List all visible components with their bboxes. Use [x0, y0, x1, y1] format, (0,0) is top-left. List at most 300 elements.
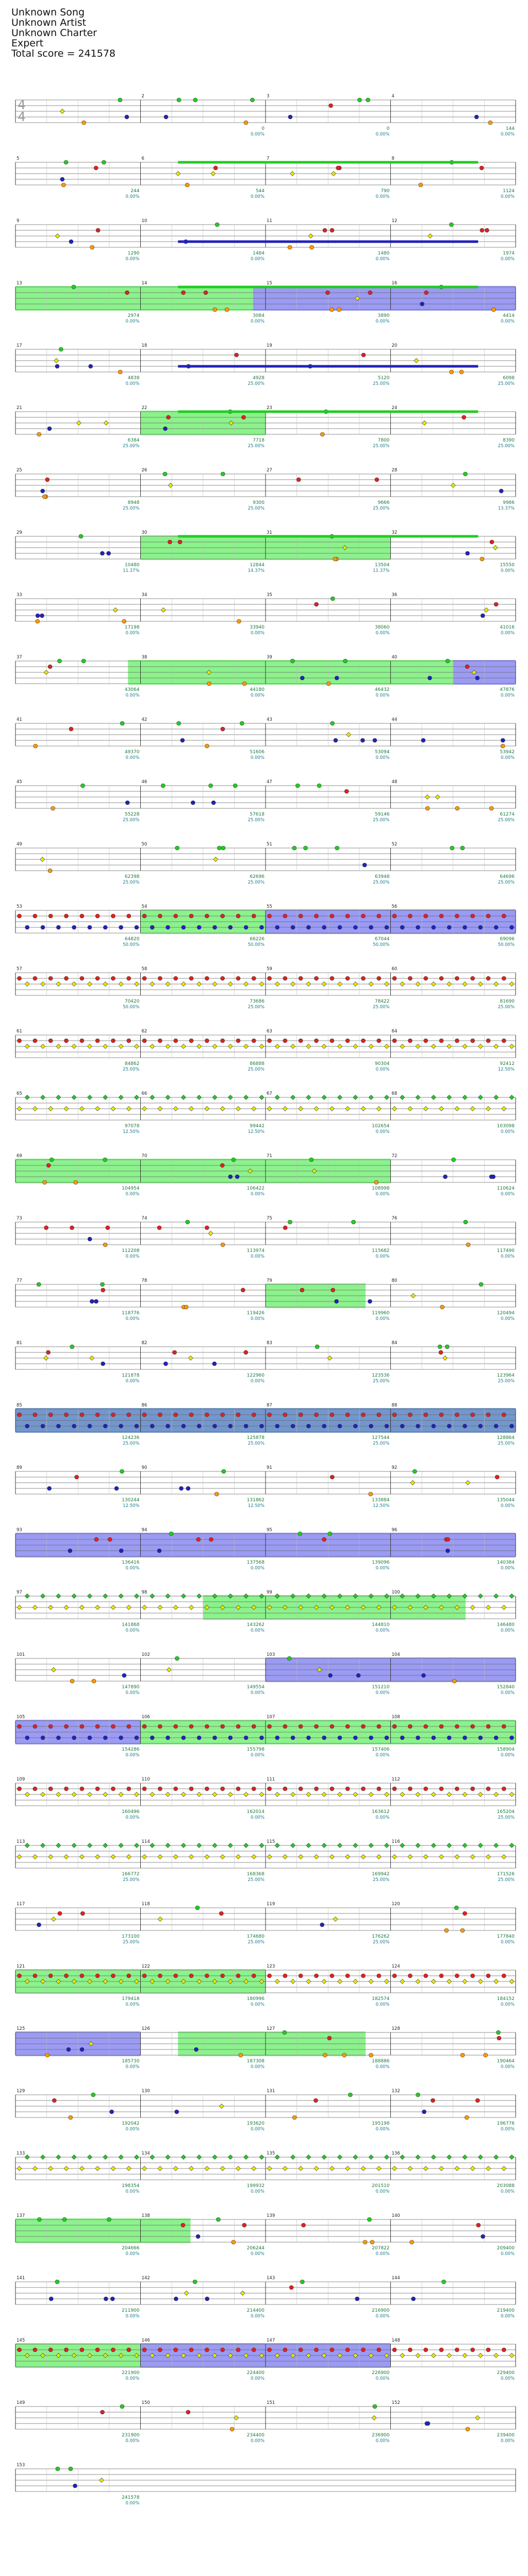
measure-score: 53942: [500, 750, 515, 755]
red-note: [368, 291, 372, 295]
yellow-note: [376, 1855, 381, 1859]
yellow-note: [79, 2166, 84, 2171]
yellow-note: [345, 2166, 350, 2171]
measure-score: 6384: [127, 438, 140, 443]
chart-row: [15, 2338, 516, 2381]
measure-percent: 0.00%: [375, 1753, 390, 1758]
measure-percent: 0.00%: [250, 2376, 265, 2381]
green-note: [193, 98, 197, 102]
measure-score: 206244: [246, 2246, 265, 2251]
measure-percent: 0.00%: [500, 1316, 515, 1321]
green-note: [353, 1843, 358, 1848]
yellow-note: [346, 733, 351, 737]
yellow-note: [447, 1044, 452, 1049]
green-note: [221, 472, 225, 476]
yellow-note: [283, 2166, 287, 2171]
red-note: [408, 1974, 412, 1978]
measure-percent: 25.00%: [498, 444, 515, 449]
measure-score: 59146: [374, 812, 390, 817]
green-sustain: [178, 286, 478, 289]
blue-note: [235, 1175, 239, 1179]
yellow-note: [104, 421, 108, 426]
green-note: [479, 1282, 483, 1286]
chart-row: [15, 2213, 516, 2257]
orange-note: [488, 121, 492, 125]
measure-score: 4928: [253, 376, 265, 381]
chart-row: [15, 967, 516, 1010]
measure-number: 116: [391, 1839, 400, 1844]
yellow-note: [361, 1107, 366, 1111]
measure-score: 1480: [377, 251, 390, 256]
blue-note: [228, 1175, 233, 1179]
red-note: [189, 1974, 193, 1978]
orange-note: [90, 245, 94, 249]
yellow-note: [314, 2166, 319, 2171]
blue-note: [228, 1736, 233, 1740]
orange-note: [455, 806, 459, 810]
measure-score: 6098: [503, 376, 515, 381]
measure-number: 128: [391, 2026, 400, 2031]
green-note: [103, 1158, 107, 1162]
orange-note: [460, 2053, 465, 2057]
red-note: [361, 1787, 365, 1791]
yellow-note: [212, 982, 217, 987]
blue-note: [90, 1299, 94, 1303]
measure-percent: 0.00%: [125, 257, 140, 262]
chart-row: [15, 156, 516, 199]
green-note: [103, 1594, 108, 1599]
green-note: [416, 1095, 420, 1100]
blue-note: [103, 1736, 107, 1740]
yellow-note: [455, 1855, 459, 1859]
yellow-note: [103, 982, 108, 987]
yellow-note: [369, 1792, 373, 1797]
blue-note: [125, 115, 129, 119]
measure-percent: 0.00%: [250, 194, 265, 199]
chart-row: [15, 1029, 516, 1072]
green-note: [478, 2155, 483, 2160]
red-note: [64, 976, 69, 980]
yellow-note: [48, 1855, 53, 1859]
blue-note: [432, 1424, 436, 1428]
measure-score: 3890: [377, 313, 390, 318]
measure-percent: 25.00%: [123, 506, 140, 511]
yellow-note: [408, 1107, 412, 1111]
chart-row: [15, 2276, 516, 2319]
blue-note: [369, 925, 373, 929]
measure-score: 152840: [497, 1685, 515, 1690]
measure-percent: 0.00%: [500, 1129, 515, 1134]
red-note: [315, 1974, 319, 1978]
green-note: [103, 1095, 108, 1100]
yellow-note: [463, 1979, 467, 1984]
yellow-note: [134, 1044, 139, 1049]
yellow-note: [134, 982, 139, 987]
measure-percent: 0.00%: [125, 2064, 140, 2070]
red-note: [345, 914, 350, 918]
measure-percent: 0.00%: [375, 2002, 390, 2007]
yellow-note: [184, 2291, 189, 2296]
red-note: [377, 1724, 381, 1728]
chart-row: [15, 2089, 516, 2132]
yellow-note: [189, 1855, 194, 1859]
red-note: [18, 976, 22, 980]
yellow-note: [32, 2166, 37, 2171]
measure-percent: 25.00%: [248, 1005, 265, 1010]
orange-note: [45, 2053, 50, 2057]
measure-score: 97078: [124, 1124, 140, 1129]
red-note: [299, 1724, 303, 1728]
blue-note: [259, 1736, 263, 1740]
orange-note: [292, 2115, 296, 2120]
green-note: [494, 2155, 499, 2160]
red-note: [181, 2223, 185, 2227]
red-note: [392, 914, 397, 918]
measure-score: 165204: [497, 1809, 515, 1815]
measure-score: 216900: [372, 2308, 390, 2313]
red-note: [502, 1039, 506, 1043]
measure-percent: 0.00%: [125, 194, 140, 199]
blue-note: [67, 2047, 71, 2052]
green-note: [416, 1843, 420, 1848]
red-note: [94, 1537, 98, 1541]
yellow-note: [220, 1107, 225, 1111]
red-note: [392, 1039, 397, 1043]
red-note: [46, 1163, 51, 1167]
green-note: [357, 98, 361, 102]
green-note: [306, 1095, 311, 1100]
blue-note: [157, 1549, 161, 1553]
blue-note: [100, 551, 104, 555]
yellow-note: [25, 1044, 29, 1049]
red-note: [48, 914, 53, 918]
measure-number: 136: [391, 2151, 400, 2156]
blue-note: [56, 1736, 60, 1740]
blue-note: [228, 1424, 233, 1428]
measure-number: 149: [16, 2400, 25, 2405]
red-note: [392, 1787, 397, 1791]
green-note: [212, 1843, 217, 1848]
yellow-note: [431, 982, 436, 987]
yellow-note: [291, 1792, 295, 1797]
red-note: [455, 1974, 459, 1978]
yellow-note: [494, 2353, 499, 2358]
red-note: [471, 914, 475, 918]
measure-percent: 0.00%: [125, 2438, 140, 2444]
measure-score: 196776: [497, 2121, 515, 2126]
measure-percent: 12.50%: [248, 1129, 265, 1134]
red-note: [64, 1724, 69, 1728]
red-note: [486, 1974, 490, 1978]
red-note: [283, 1787, 287, 1791]
red-note: [213, 166, 218, 170]
measure-percent: 25.00%: [123, 444, 140, 449]
red-note: [325, 291, 329, 295]
blue-note: [509, 1736, 514, 1740]
green-note: [134, 1095, 139, 1100]
measure-number: 53: [16, 904, 22, 909]
orange-note: [440, 1305, 444, 1309]
measure-number: 50: [141, 842, 147, 847]
measure-number: 148: [391, 2338, 400, 2343]
green-note: [175, 846, 179, 850]
yellow-note: [17, 1107, 22, 1111]
measure-score: 201510: [372, 2183, 390, 2189]
measure-score: 211900: [122, 2308, 140, 2313]
measure-percent: 50.00%: [123, 1005, 140, 1010]
measure-percent: 25.00%: [498, 880, 515, 885]
red-note: [158, 976, 162, 980]
orange-note: [34, 744, 38, 748]
measure-percent: 25.00%: [373, 1877, 390, 1883]
measure-score: 1124: [503, 189, 515, 194]
blue-note: [306, 925, 310, 929]
measure-number: 113: [16, 1839, 25, 1844]
measure-number: 23: [267, 405, 272, 411]
measure-number: 140: [391, 2213, 400, 2218]
measure-number: 77: [16, 1278, 22, 1283]
yellow-note: [431, 1979, 436, 1984]
yellow-note: [267, 1855, 272, 1859]
red-note: [46, 1350, 51, 1354]
yellow-note: [475, 2416, 480, 2420]
blue-note: [150, 1424, 154, 1428]
yellow-note: [79, 1107, 84, 1111]
measure-score: 63948: [374, 874, 390, 879]
red-note: [142, 1413, 146, 1417]
red-note: [241, 1288, 245, 1292]
measure-number: 106: [141, 1715, 150, 1720]
yellow-note: [189, 2166, 194, 2171]
measure-score: 9986: [503, 500, 515, 505]
blue-note: [432, 925, 436, 929]
measure-score: 9666: [377, 500, 390, 505]
measure-number: 118: [141, 1902, 150, 1907]
yellow-note: [79, 1855, 84, 1859]
yellow-note: [455, 2166, 459, 2171]
yellow-note: [267, 1107, 272, 1111]
yellow-note: [283, 1855, 287, 1859]
measure-score: 173100: [122, 1934, 140, 1939]
red-note: [361, 1724, 365, 1728]
red-note: [95, 1724, 100, 1728]
yellow-note: [422, 421, 427, 426]
yellow-note: [372, 2416, 376, 2420]
blue-note: [25, 1424, 29, 1428]
red-note: [64, 2348, 69, 2352]
yellow-note: [119, 982, 123, 987]
red-note: [174, 1787, 178, 1791]
measure-percent: 0.00%: [375, 755, 390, 760]
green-note: [352, 1220, 356, 1224]
orange-note: [310, 245, 314, 249]
red-note: [330, 914, 334, 918]
red-note: [111, 914, 115, 918]
red-note: [127, 1787, 131, 1791]
measure-score: 10480: [124, 563, 140, 568]
measure-score: 69096: [500, 937, 515, 942]
measure-score: 121878: [122, 1373, 140, 1378]
measure-number: 71: [267, 1154, 272, 1159]
measure-number: 138: [141, 2213, 150, 2218]
red-note: [486, 1413, 490, 1417]
green-note: [348, 2093, 352, 2097]
red-note: [486, 914, 490, 918]
red-note: [80, 1911, 85, 1916]
green-note: [292, 846, 296, 850]
measure-percent: 0.00%: [375, 2314, 390, 2319]
yellow-note: [173, 2166, 178, 2171]
blue-note: [56, 1424, 60, 1428]
measure-percent: 25.00%: [123, 1940, 140, 1945]
blue-note: [182, 1424, 186, 1428]
measure-score: 110624: [497, 1186, 515, 1191]
yellow-note: [333, 1917, 338, 1922]
measure-number: 86: [141, 1403, 147, 1408]
red-note: [95, 914, 100, 918]
red-note: [189, 1039, 193, 1043]
yellow-note: [240, 2291, 245, 2296]
orange-note: [374, 1180, 378, 1184]
red-note: [205, 1039, 209, 1043]
yellow-note: [167, 1668, 171, 1672]
red-note: [494, 602, 498, 606]
measure-percent: 25.00%: [373, 506, 390, 511]
measure-number: 13: [16, 281, 22, 286]
orange-note: [323, 2053, 327, 2057]
green-note: [452, 1158, 456, 1162]
blue-note: [416, 1424, 420, 1428]
green-note: [438, 1345, 442, 1349]
orange-note: [242, 682, 246, 686]
green-note: [134, 1594, 139, 1599]
yellow-note: [236, 2166, 240, 2171]
measure-number: 75: [267, 1216, 272, 1221]
chart-row: [15, 1216, 516, 1259]
measure-score: 135044: [497, 1498, 515, 1503]
yellow-note: [228, 982, 233, 987]
measure-percent: 0.00%: [375, 132, 390, 137]
measure-percent: 0.00%: [250, 1628, 265, 1633]
measure-score: 125878: [246, 1435, 265, 1440]
measure-percent: 25.00%: [123, 818, 140, 823]
orange-note: [70, 1679, 74, 1683]
yellow-note: [48, 1605, 53, 1610]
measure-number: 89: [16, 1465, 22, 1470]
green-note: [400, 1843, 405, 1848]
yellow-note: [208, 1231, 213, 1236]
red-note: [18, 1724, 22, 1728]
measure-percent: 25.00%: [248, 506, 265, 511]
yellow-note: [25, 1792, 29, 1797]
yellow-note: [150, 982, 155, 987]
red-note: [315, 914, 319, 918]
green-note: [72, 285, 76, 289]
red-note: [424, 914, 428, 918]
yellow-note: [428, 234, 433, 239]
red-note: [80, 976, 84, 980]
green-note: [64, 160, 68, 164]
green-note: [337, 1095, 342, 1100]
blue-note: [443, 1175, 448, 1179]
red-note: [64, 914, 69, 918]
orange-note: [118, 370, 122, 374]
measure-score: 187308: [246, 2059, 265, 2064]
blue-note: [104, 2297, 108, 2301]
blue-note: [88, 925, 92, 929]
measure-score: 226900: [372, 2370, 390, 2376]
measure-number: 27: [267, 468, 272, 473]
measure-percent: 0.00%: [250, 2314, 265, 2319]
red-note: [127, 1974, 131, 1978]
measure-percent: 50.00%: [123, 942, 140, 947]
yellow-note: [502, 1107, 506, 1111]
total-score: Total score = 241578: [11, 48, 116, 59]
red-note: [345, 976, 350, 980]
measure-percent: 11.37%: [123, 568, 140, 573]
blue-note: [60, 177, 64, 181]
orange-note: [207, 682, 211, 686]
red-note: [315, 1787, 319, 1791]
measure-percent: 0.00%: [375, 631, 390, 636]
yellow-note: [329, 1107, 334, 1111]
blue-note: [400, 1736, 404, 1740]
blue-sustain: [178, 241, 478, 243]
green-note: [87, 2155, 92, 2160]
measure-percent: 0.00%: [250, 1690, 265, 1696]
measure-percent: 0.00%: [125, 1192, 140, 1197]
green-note: [209, 784, 213, 788]
red-note: [101, 1288, 105, 1292]
measure-percent: 25.00%: [373, 1005, 390, 1010]
measure-number: 81: [16, 1341, 22, 1346]
red-note: [299, 976, 303, 980]
yellow-note: [470, 1855, 475, 1859]
red-note: [95, 1039, 100, 1043]
red-note: [455, 976, 459, 980]
blue-note: [481, 614, 485, 618]
yellow-note: [111, 1107, 116, 1111]
green-note: [91, 2093, 95, 2097]
red-note: [33, 1039, 37, 1043]
red-note: [48, 1724, 53, 1728]
measure-number: 9: [16, 218, 20, 224]
measure-number: 108: [391, 1715, 400, 1720]
measure-percent: 0.00%: [125, 1753, 140, 1758]
measure-number: 95: [267, 1528, 272, 1533]
yellow-note: [79, 1605, 84, 1610]
blue-note: [368, 1299, 372, 1303]
measure-score: 184152: [497, 1996, 515, 2002]
blue-note: [385, 1424, 389, 1428]
red-note: [439, 914, 443, 918]
red-note: [221, 727, 225, 731]
yellow-note: [423, 2166, 428, 2171]
chart-row: [15, 1652, 516, 1696]
red-note: [502, 1413, 506, 1417]
orange-note: [369, 2053, 373, 2057]
green-note: [181, 1843, 186, 1848]
green-note: [291, 1095, 295, 1100]
red-note: [235, 353, 239, 357]
yellow-note: [435, 795, 440, 800]
measure-number: 72: [391, 1154, 398, 1159]
green-note: [288, 1220, 292, 1224]
measure-score: 113974: [246, 1248, 265, 1253]
yellow-note: [425, 795, 430, 800]
red-note: [462, 415, 466, 419]
orange-note: [425, 806, 430, 810]
